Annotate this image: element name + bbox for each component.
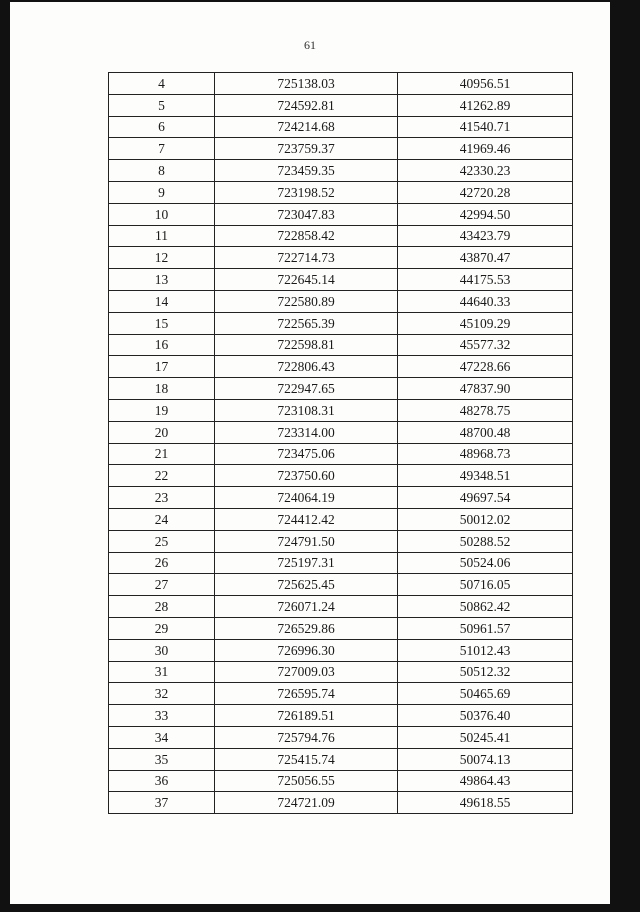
y-coordinate-cell: 41262.89	[398, 94, 573, 116]
coordinates-table-body	[109, 73, 573, 814]
x-coordinate-cell: 724592.81	[215, 94, 398, 116]
table-row	[109, 596, 573, 618]
y-coordinate-cell: 45109.29	[398, 312, 573, 334]
point-number-cell: 32	[109, 683, 215, 705]
table-row	[109, 290, 573, 312]
y-coordinate-cell: 42330.23	[398, 160, 573, 182]
point-number-cell: 33	[109, 705, 215, 727]
x-coordinate-cell: 727009.03	[215, 661, 398, 683]
x-coordinate-cell: 724214.68	[215, 116, 398, 138]
x-coordinate-cell: 726996.30	[215, 639, 398, 661]
point-number-cell: 27	[109, 574, 215, 596]
point-number-cell: 20	[109, 421, 215, 443]
y-coordinate-cell: 43423.79	[398, 225, 573, 247]
x-coordinate-cell: 722806.43	[215, 356, 398, 378]
table-row	[109, 94, 573, 116]
table-row	[109, 465, 573, 487]
table-row	[109, 552, 573, 574]
x-coordinate-cell: 723108.31	[215, 399, 398, 421]
y-coordinate-cell: 49864.43	[398, 770, 573, 792]
coordinates-table	[108, 72, 573, 814]
table-row	[109, 356, 573, 378]
table-row	[109, 530, 573, 552]
table-row	[109, 683, 573, 705]
point-number-cell: 36	[109, 770, 215, 792]
point-number-cell: 22	[109, 465, 215, 487]
x-coordinate-cell: 726595.74	[215, 683, 398, 705]
x-coordinate-cell: 723759.37	[215, 138, 398, 160]
point-number-cell: 15	[109, 312, 215, 334]
table-row	[109, 73, 573, 95]
point-number-cell: 37	[109, 792, 215, 814]
table-row	[109, 443, 573, 465]
y-coordinate-cell: 50961.57	[398, 617, 573, 639]
y-coordinate-cell: 48700.48	[398, 421, 573, 443]
table-row	[109, 421, 573, 443]
point-number-cell: 31	[109, 661, 215, 683]
table-row	[109, 116, 573, 138]
point-number-cell: 30	[109, 639, 215, 661]
y-coordinate-cell: 50524.06	[398, 552, 573, 574]
table-row	[109, 639, 573, 661]
y-coordinate-cell: 49618.55	[398, 792, 573, 814]
x-coordinate-cell: 726529.86	[215, 617, 398, 639]
point-number-cell: 11	[109, 225, 215, 247]
table-row	[109, 770, 573, 792]
x-coordinate-cell: 722714.73	[215, 247, 398, 269]
y-coordinate-cell: 49697.54	[398, 487, 573, 509]
x-coordinate-cell: 722858.42	[215, 225, 398, 247]
x-coordinate-cell: 723475.06	[215, 443, 398, 465]
y-coordinate-cell: 44640.33	[398, 290, 573, 312]
point-number-cell: 6	[109, 116, 215, 138]
y-coordinate-cell: 50074.13	[398, 748, 573, 770]
table-row	[109, 661, 573, 683]
y-coordinate-cell: 47837.90	[398, 378, 573, 400]
table-row	[109, 181, 573, 203]
table-row	[109, 574, 573, 596]
point-number-cell: 19	[109, 399, 215, 421]
y-coordinate-cell: 50512.32	[398, 661, 573, 683]
table-row	[109, 160, 573, 182]
x-coordinate-cell: 723198.52	[215, 181, 398, 203]
x-coordinate-cell: 722947.65	[215, 378, 398, 400]
x-coordinate-cell: 725794.76	[215, 726, 398, 748]
x-coordinate-cell: 724721.09	[215, 792, 398, 814]
table-row	[109, 378, 573, 400]
point-number-cell: 25	[109, 530, 215, 552]
y-coordinate-cell: 48278.75	[398, 399, 573, 421]
x-coordinate-cell: 723750.60	[215, 465, 398, 487]
table-row	[109, 269, 573, 291]
x-coordinate-cell: 724064.19	[215, 487, 398, 509]
point-number-cell: 26	[109, 552, 215, 574]
x-coordinate-cell: 724791.50	[215, 530, 398, 552]
table-row	[109, 705, 573, 727]
table-row	[109, 138, 573, 160]
x-coordinate-cell: 725138.03	[215, 73, 398, 95]
x-coordinate-cell: 723047.83	[215, 203, 398, 225]
x-coordinate-cell: 726071.24	[215, 596, 398, 618]
y-coordinate-cell: 50012.02	[398, 508, 573, 530]
table-row	[109, 617, 573, 639]
point-number-cell: 34	[109, 726, 215, 748]
x-coordinate-cell: 725625.45	[215, 574, 398, 596]
y-coordinate-cell: 42720.28	[398, 181, 573, 203]
point-number-cell: 24	[109, 508, 215, 530]
document-page	[10, 2, 610, 904]
x-coordinate-cell: 723314.00	[215, 421, 398, 443]
point-number-cell: 14	[109, 290, 215, 312]
page-number: 61	[304, 38, 316, 52]
y-coordinate-cell: 48968.73	[398, 443, 573, 465]
point-number-cell: 8	[109, 160, 215, 182]
x-coordinate-cell: 723459.35	[215, 160, 398, 182]
table-row	[109, 247, 573, 269]
y-coordinate-cell: 50716.05	[398, 574, 573, 596]
point-number-cell: 21	[109, 443, 215, 465]
x-coordinate-cell: 725415.74	[215, 748, 398, 770]
y-coordinate-cell: 50465.69	[398, 683, 573, 705]
point-number-cell: 18	[109, 378, 215, 400]
table-row	[109, 312, 573, 334]
table-row	[109, 334, 573, 356]
y-coordinate-cell: 41540.71	[398, 116, 573, 138]
y-coordinate-cell: 47228.66	[398, 356, 573, 378]
table-row	[109, 748, 573, 770]
x-coordinate-cell: 722580.89	[215, 290, 398, 312]
table-row	[109, 225, 573, 247]
point-number-cell: 29	[109, 617, 215, 639]
x-coordinate-cell: 722598.81	[215, 334, 398, 356]
y-coordinate-cell: 45577.32	[398, 334, 573, 356]
table-row	[109, 508, 573, 530]
point-number-cell: 9	[109, 181, 215, 203]
y-coordinate-cell: 50288.52	[398, 530, 573, 552]
point-number-cell: 10	[109, 203, 215, 225]
y-coordinate-cell: 49348.51	[398, 465, 573, 487]
x-coordinate-cell: 725056.55	[215, 770, 398, 792]
y-coordinate-cell: 43870.47	[398, 247, 573, 269]
table-row	[109, 203, 573, 225]
y-coordinate-cell: 50376.40	[398, 705, 573, 727]
point-number-cell: 23	[109, 487, 215, 509]
y-coordinate-cell: 51012.43	[398, 639, 573, 661]
y-coordinate-cell: 42994.50	[398, 203, 573, 225]
point-number-cell: 28	[109, 596, 215, 618]
table-row	[109, 399, 573, 421]
x-coordinate-cell: 724412.42	[215, 508, 398, 530]
table-row	[109, 792, 573, 814]
point-number-cell: 16	[109, 334, 215, 356]
point-number-cell: 17	[109, 356, 215, 378]
point-number-cell: 13	[109, 269, 215, 291]
table-row	[109, 726, 573, 748]
y-coordinate-cell: 40956.51	[398, 73, 573, 95]
y-coordinate-cell: 44175.53	[398, 269, 573, 291]
x-coordinate-cell: 722565.39	[215, 312, 398, 334]
point-number-cell: 7	[109, 138, 215, 160]
x-coordinate-cell: 726189.51	[215, 705, 398, 727]
x-coordinate-cell: 725197.31	[215, 552, 398, 574]
point-number-cell: 5	[109, 94, 215, 116]
x-coordinate-cell: 722645.14	[215, 269, 398, 291]
y-coordinate-cell: 41969.46	[398, 138, 573, 160]
table-row	[109, 487, 573, 509]
point-number-cell: 12	[109, 247, 215, 269]
y-coordinate-cell: 50245.41	[398, 726, 573, 748]
y-coordinate-cell: 50862.42	[398, 596, 573, 618]
point-number-cell: 35	[109, 748, 215, 770]
point-number-cell: 4	[109, 73, 215, 95]
